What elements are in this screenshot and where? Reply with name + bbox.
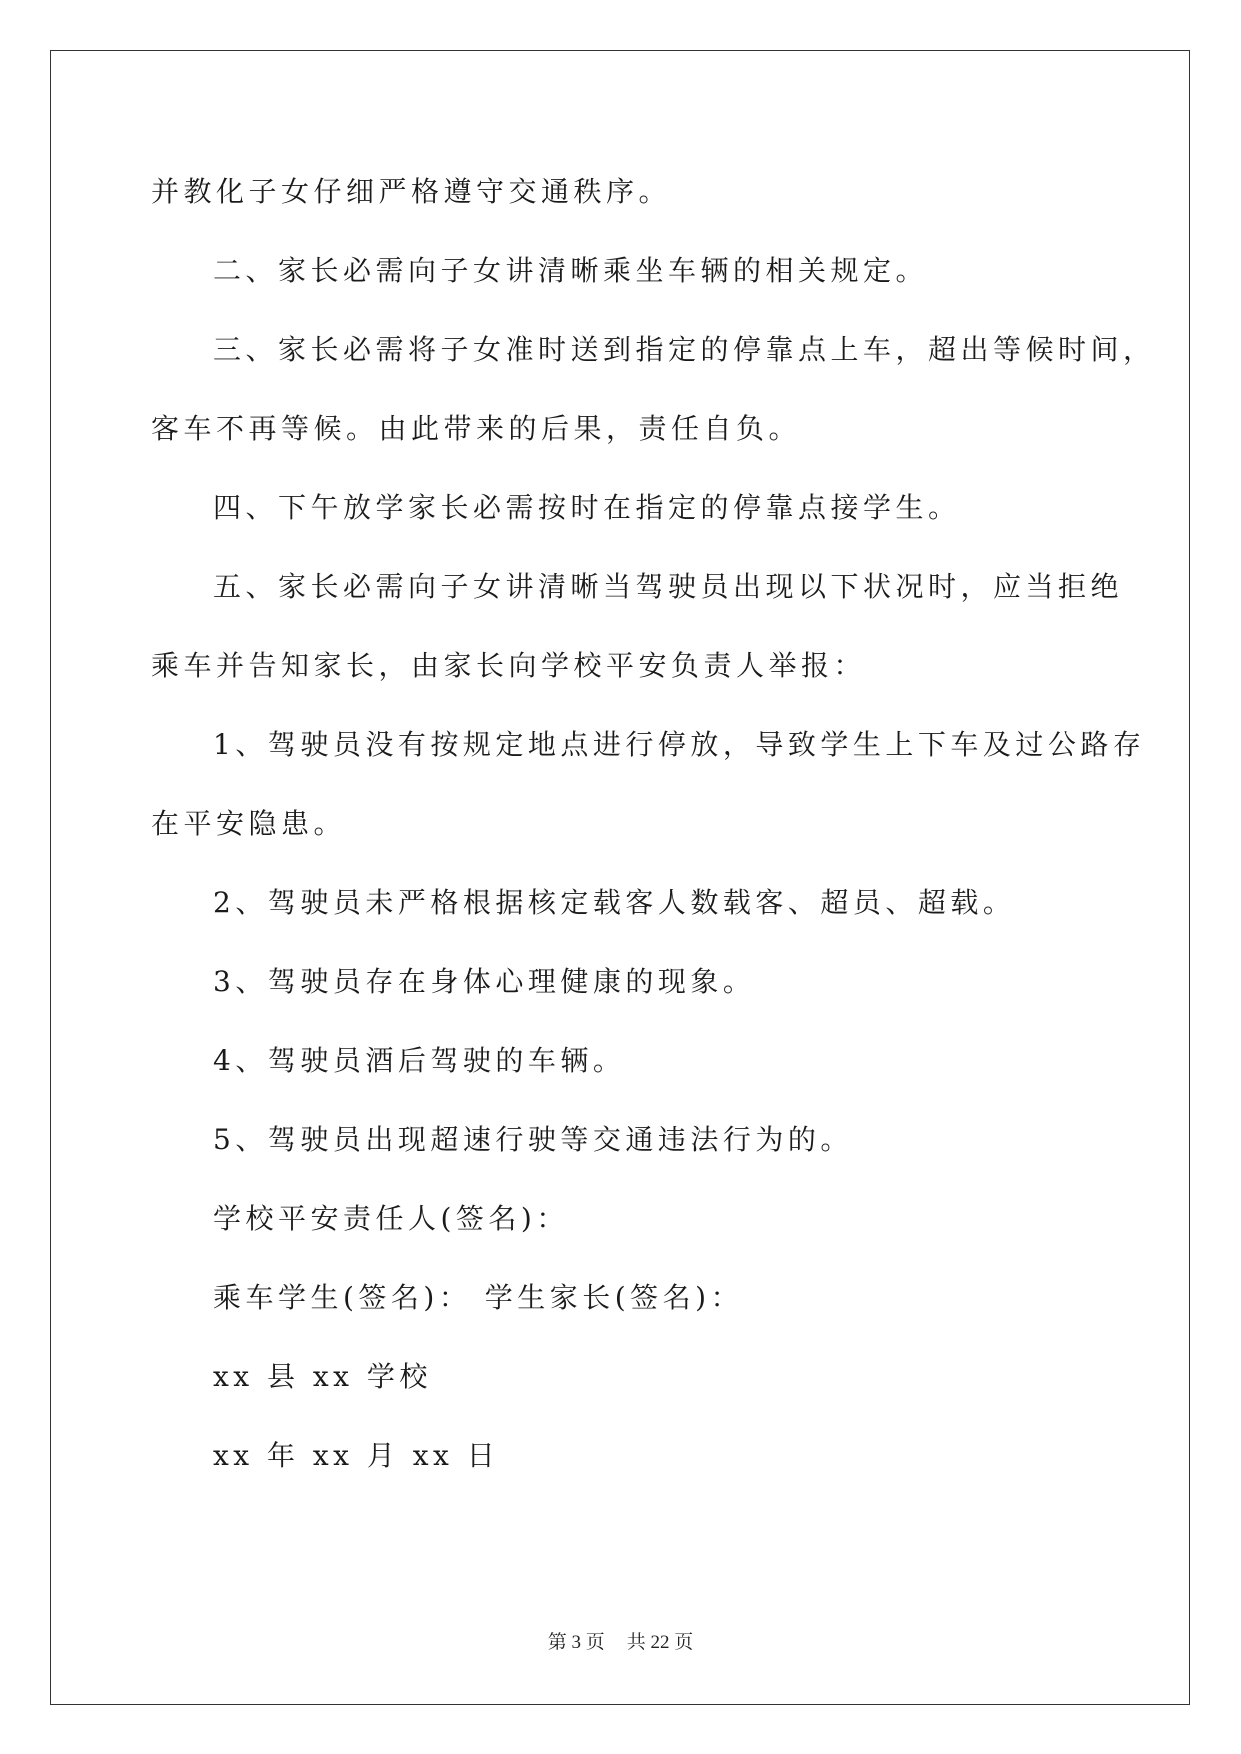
paragraph-line: 四、下午放学家长必需按时在指定的停靠点接学生。 [213,491,961,524]
paragraph-line: 并教化子女仔细严格遵守交通秩序。 [151,175,672,208]
paragraph-line: 二、家长必需向子女讲清晰乘坐车辆的相关规定。 [213,254,929,287]
paragraph-line: 客车不再等候。由此带来的后果，责任自负。 [151,412,802,445]
page-number: 第 3 页 [547,1632,605,1653]
page-footer [0,1627,1241,1654]
signature-line-school: 学校平安责任人(签名)： [213,1202,569,1235]
school-name: xx 县 xx 学校 [213,1360,432,1393]
paragraph-line: 5、驾驶员出现超速行驶等交通违法行为的。 [213,1123,853,1156]
document-date: xx 年 xx 月 xx 日 [213,1439,500,1472]
signature-line-student-parent: 乘车学生(签名)： 学生家长(签名)： [213,1281,744,1314]
paragraph-line: 在平安隐患。 [151,807,347,840]
paragraph-line: 五、家长必需向子女讲清晰当驾驶员出现以下状况时，应当拒绝 [213,570,1124,603]
page-total: 共 22 页 [626,1632,694,1653]
paragraph-line: 4、驾驶员酒后驾驶的车辆。 [213,1044,626,1077]
paragraph-line: 3、驾驶员存在身体心理健康的现象。 [213,965,756,998]
paragraph-line: 1、驾驶员没有按规定地点进行停放，导致学生上下车及过公路存 [213,728,1146,761]
paragraph-line: 三、家长必需将子女准时送到指定的停靠点上车，超出等候时间， [213,333,1156,366]
paragraph-line: 2、驾驶员未严格根据核定载客人数载客、超员、超载。 [213,886,1016,919]
paragraph-line: 乘车并告知家长，由家长向学校平安负责人举报： [151,649,867,682]
